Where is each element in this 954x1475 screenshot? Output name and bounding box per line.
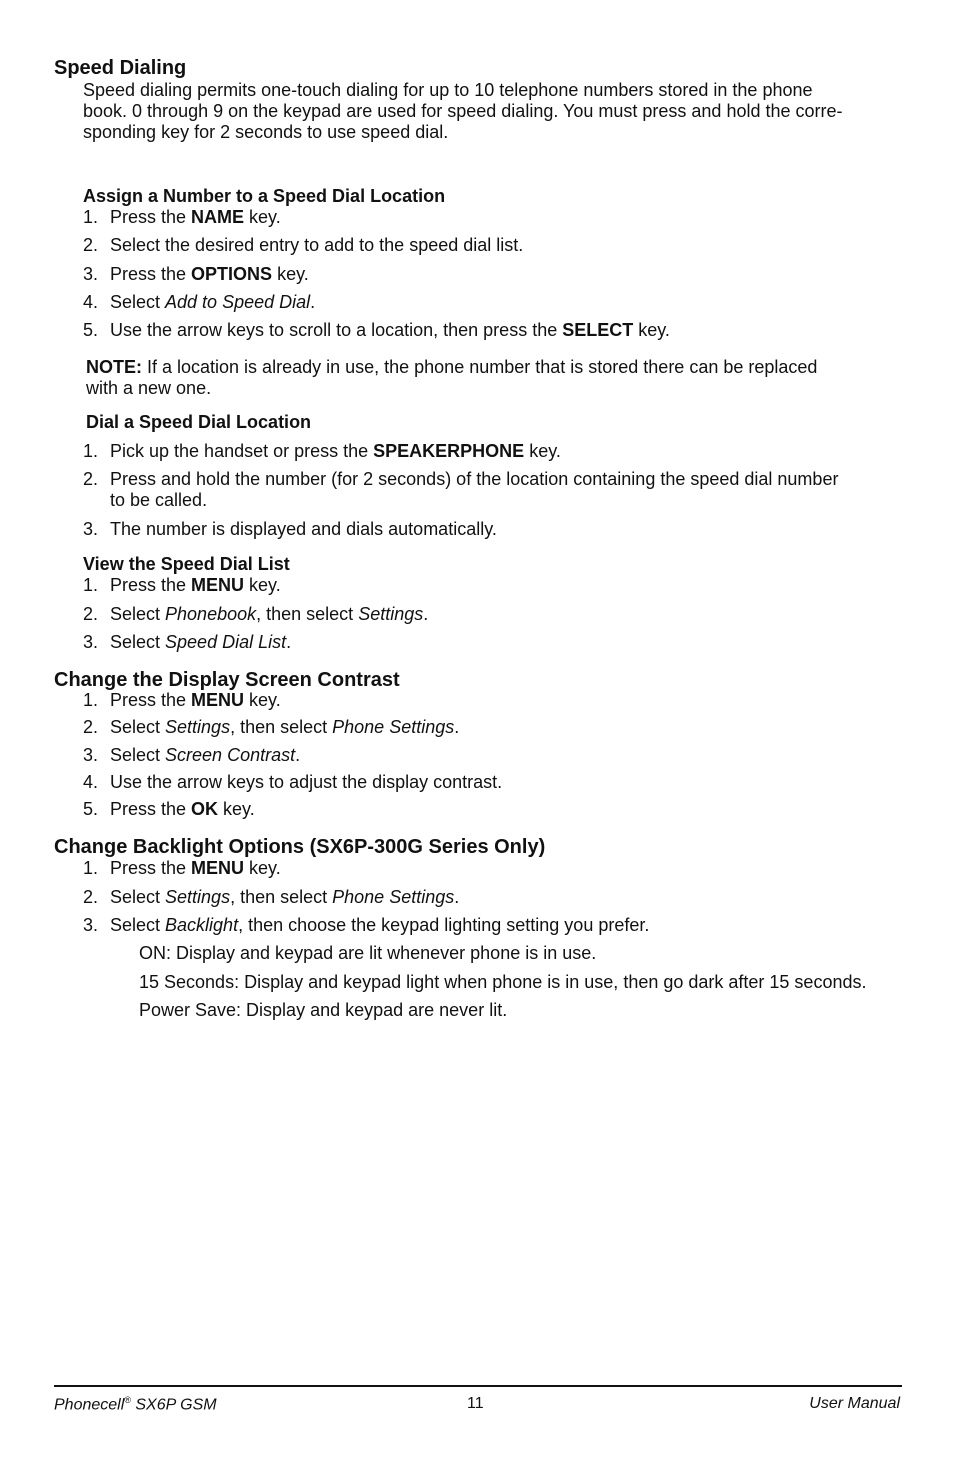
list-item: 2. Select Phonebook, then select Settings. xyxy=(83,604,429,624)
intro-line-1: Speed dialing permits one-touch dialing for up to 10 telephone numbers stored in the phone xyxy=(83,80,813,100)
section-title-contrast: Change the Display Screen Contrast xyxy=(54,669,400,691)
list-item: 4. Select Add to Speed Dial. xyxy=(83,292,316,312)
list-item: 2. Select Settings, then select Phone Settings. xyxy=(83,717,460,737)
list-item: 3. The number is displayed and dials automatically. xyxy=(83,519,497,539)
list-item: 1. Press the MENU key. xyxy=(83,575,281,595)
note-line-2: with a new one. xyxy=(86,378,212,398)
list-item: 3. Select Speed Dial List. xyxy=(83,632,292,652)
list-item: 3. Press the OPTIONS key. xyxy=(83,264,309,284)
intro-line-2: book. 0 through 9 on the keypad are used for speed dialing. You must press and hold the corre- xyxy=(83,101,843,121)
list-item: 3. Select Screen Contrast. xyxy=(83,745,301,765)
subsection-title-assign: Assign a Number to a Speed Dial Location xyxy=(83,186,446,206)
subsection-title-dial: Dial a Speed Dial Location xyxy=(86,412,312,432)
list-item: 4. Use the arrow keys to adjust the display contrast. xyxy=(83,772,503,792)
list-item: 5. Press the OK key. xyxy=(83,799,255,819)
section-title-speed-dialing: Speed Dialing xyxy=(54,57,187,79)
list-item: 3. Select Backlight, then choose the keypad lighting setting you prefer. xyxy=(83,915,650,935)
footer-product: Phonecell® SX6P GSM xyxy=(54,1395,217,1414)
note-line-1: NOTE: If a location is already in use, the phone number that is stored there can be replaced xyxy=(86,357,818,377)
list-item: 2. Press and hold the number (for 2 seconds) of the location containing the speed dial number xyxy=(83,469,839,489)
backlight-option: ON: Display and keypad are lit whenever phone is in use. xyxy=(139,943,597,963)
list-item: 2. Select the desired entry to add to the speed dial list. xyxy=(83,235,524,255)
list-item-continuation: to be called. xyxy=(110,490,208,510)
section-title-backlight: Change Backlight Options (SX6P-300G Series Only) xyxy=(54,836,546,858)
footer-rule xyxy=(54,1385,902,1387)
subsection-title-view: View the Speed Dial List xyxy=(83,554,290,574)
backlight-option: Power Save: Display and keypad are never lit. xyxy=(139,1000,508,1020)
list-item: 5. Use the arrow keys to scroll to a location, then press the SELECT key. xyxy=(83,320,670,340)
backlight-option: 15 Seconds: Display and keypad light when phone is in use, then go dark after 15 seconds. xyxy=(139,972,867,992)
list-item: 1. Pick up the handset or press the SPEAKERPHONE key. xyxy=(83,441,561,461)
list-item: 2. Select Settings, then select Phone Settings. xyxy=(83,887,460,907)
page-number: 11 xyxy=(467,1395,484,1412)
list-item: 1. Press the MENU key. xyxy=(83,690,281,710)
list-item: 1. Press the NAME key. xyxy=(83,207,281,227)
intro-line-3: sponding key for 2 seconds to use speed dial. xyxy=(83,122,449,142)
list-item: 1. Press the MENU key. xyxy=(83,858,281,878)
footer-doc-type: User Manual xyxy=(809,1395,900,1412)
